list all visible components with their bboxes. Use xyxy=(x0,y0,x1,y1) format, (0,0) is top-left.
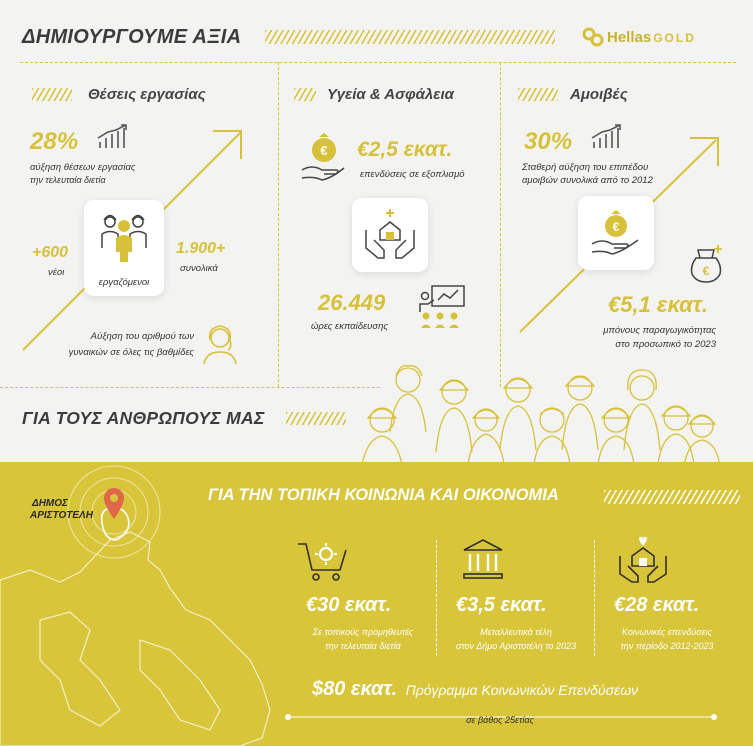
jobs-percent-period: την τελευταία διετία xyxy=(30,175,106,185)
grid-line-bottom xyxy=(0,387,380,388)
suppliers-value: €30 εκατ. xyxy=(306,594,392,616)
money-hand-icon xyxy=(300,132,348,182)
jobs-new-value: +600 xyxy=(32,244,69,261)
cart-gear-icon xyxy=(296,540,350,582)
grid-line-top xyxy=(20,62,736,63)
safety-card xyxy=(352,198,428,272)
hellasgold-logo xyxy=(582,26,696,48)
suppliers-line2: την τελευταία διετία xyxy=(325,641,401,651)
program-sub: σε βάθος 25ετίας xyxy=(466,715,534,725)
training-desc: ώρες εκπαίδευσης xyxy=(311,321,389,332)
bonus-value: €5,1 εκατ. xyxy=(608,292,708,317)
pay-percent: 30% xyxy=(524,128,573,155)
page-title: ΔΗΜΙΟΥΡΓΟΥΜΕ ΑΞΙΑ xyxy=(22,26,242,48)
pay-hatch xyxy=(518,88,558,101)
location-pin-icon xyxy=(102,486,126,520)
map-label xyxy=(30,498,93,522)
money-bag-icon xyxy=(688,244,724,284)
grid-line-1 xyxy=(278,62,279,387)
jobs-hatch xyxy=(32,88,72,101)
community-hatch xyxy=(604,490,740,504)
women-line2: γυναικών σε όλες τις βαθμίδες xyxy=(68,347,194,358)
pay-title: Αμοιβές xyxy=(570,86,628,103)
grid-line-2 xyxy=(500,62,501,387)
health-invest-desc: επενδύσεις σε εξοπλισμό xyxy=(360,169,465,180)
community-title: ΓΙΑ ΤΗΝ ΤΟΠΙΚΗ ΚΟΙΝΩΝΙΑ ΚΑΙ ΟΙΚΟΝΟΜΙΑ xyxy=(208,486,559,504)
jobs-title: Θέσεις εργασίας xyxy=(88,86,206,103)
workers-icon xyxy=(98,208,150,264)
people-title: ΓΙΑ ΤΟΥΣ ΑΝΘΡΩΠΟΥΣ ΜΑΣ xyxy=(22,408,265,428)
pay-bar-growth-icon xyxy=(590,124,624,150)
logo-text: Hellas xyxy=(607,28,652,46)
employees-label: εργαζόμενοι xyxy=(98,277,150,288)
bonus-line1: μπόνους παραγωγικότητας xyxy=(603,325,716,336)
logo-mark-icon xyxy=(582,27,604,47)
women-line1: Αύξηση του αριθμού των xyxy=(90,331,194,342)
hands-house-icon xyxy=(364,208,416,260)
health-invest-value: €2,5 εκατ. xyxy=(357,138,453,161)
fees-value: €3,5 εκατ. xyxy=(456,594,547,616)
workers-crowd-illustration xyxy=(348,360,748,464)
program-line xyxy=(312,678,638,701)
pay-money-hand-icon xyxy=(590,206,642,258)
fees-line2: στον Δήμο Αριστοτέλη το 2023 xyxy=(455,641,577,651)
jobs-total-label: συνολικά xyxy=(180,263,218,274)
woman-icon xyxy=(200,322,240,366)
social-line2: την περίοδο 2012-2023 xyxy=(620,641,714,651)
townhall-icon xyxy=(460,538,506,582)
bar-growth-icon xyxy=(96,124,130,150)
jobs-percent-desc: αύξηση θέσεων εργασίας xyxy=(30,162,136,173)
bonus-line2: στο προσωπικό το 2023 xyxy=(615,339,716,350)
map-label-line2: ΑΡΙΣΤΟΤΕΛΗ xyxy=(30,510,93,521)
svg-text:€: € xyxy=(320,143,328,158)
program-value: $80 εκατ. xyxy=(312,678,398,700)
jobs-total-value: 1.900+ xyxy=(176,240,226,257)
pay-card xyxy=(578,196,654,270)
jobs-new-label: νέοι xyxy=(48,267,65,278)
suppliers-line1: Σε τοπικούς προμηθευτές xyxy=(312,627,414,637)
pay-percent-line2: αμοιβών συνολικά από το 2012 xyxy=(522,175,653,186)
health-title: Υγεία & Ασφάλεια xyxy=(327,86,454,103)
svg-text:€: € xyxy=(702,264,710,278)
svg-text:€: € xyxy=(612,220,620,234)
social-value: €28 εκατ. xyxy=(614,594,700,616)
program-label: Πρόγραμμα Κοινωνικών Επενδύσεων xyxy=(405,682,639,698)
jobs-percent: 28% xyxy=(30,128,79,155)
logo-suffix: GOLD xyxy=(653,31,696,45)
employees-card xyxy=(84,200,164,296)
training-value: 26.449 xyxy=(318,290,386,315)
people-hatch xyxy=(286,412,346,425)
map-label-line1: ΔΗΜΟΣ xyxy=(32,498,68,509)
fees-line1: Μεταλλευτικά τέλη xyxy=(480,627,552,637)
health-hatch xyxy=(294,88,316,101)
community-hands-icon xyxy=(618,536,668,584)
header-hatch xyxy=(265,30,555,44)
training-icon xyxy=(418,284,468,330)
pay-percent-line1: Σταθερή αύξηση του επιπέδου xyxy=(522,162,649,173)
social-line1: Κοινωνικές επενδύσεις xyxy=(621,627,713,637)
